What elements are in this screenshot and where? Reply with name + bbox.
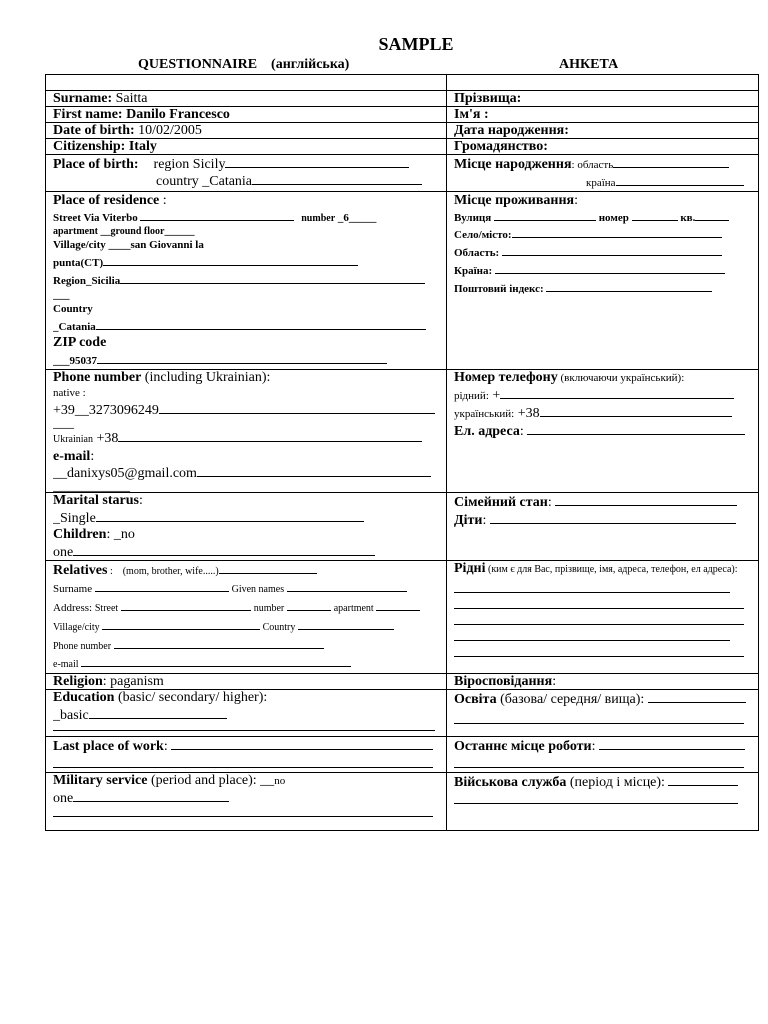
education-row: [46, 690, 759, 737]
dob-uk-label: Дата народження:: [454, 123, 569, 138]
pob-uk-label: Місце народження: [454, 157, 572, 172]
relatives-note: : (mom, brother, wife.....): [107, 566, 219, 577]
first-name-row: [46, 107, 759, 123]
work-uk-label: Останнє місце роботи: [454, 739, 592, 754]
military-uk-label: Військова служба: [454, 775, 567, 790]
residence-uk-city: Село/місто:: [454, 229, 512, 241]
relatives-uk-label: Рідні: [454, 561, 486, 576]
religion-label: Religion: [53, 674, 103, 689]
residence-country-value[interactable]: _Catania: [53, 321, 96, 333]
residence-country-label: Country: [53, 303, 93, 315]
email-value[interactable]: __danixys05@gmail.com: [53, 466, 197, 481]
citizenship-value[interactable]: Italy: [128, 139, 157, 154]
relatives-label: Relatives: [53, 563, 108, 578]
first-name-uk-cell: [447, 107, 759, 123]
blank-cell-left: [46, 75, 447, 91]
work-row: [46, 737, 759, 773]
religion-value[interactable]: : paganism: [102, 674, 164, 689]
residence-uk-street: Вулиця: [454, 212, 492, 224]
dob-cell: [46, 123, 447, 139]
education-cell: Education (basic/ secondary/ higher): _basic: [46, 690, 447, 737]
phone-ukrainian-value[interactable]: +38: [93, 431, 119, 446]
dob-row: [46, 123, 759, 139]
residence-cell: Place of residence : Street Via Viterbo number _6_____ apartment __ground floor______ Village/city ____san Giovanni la punta(CT) Region_Sicilia ___ Country _Catania ZIP code ___95037: [46, 192, 447, 370]
subtitle-english: QUESTIONNAIRE (англійська): [138, 57, 350, 72]
work-label: Last place of work: [53, 739, 164, 754]
residence-uk-zip: Поштовий індекс:: [454, 283, 544, 295]
religion-row: [46, 674, 759, 690]
place-of-birth-cell: [46, 155, 447, 192]
phone-uk-cell: Номер телефону (включаючи український): рідний: + український: +38 Ел. адреса:: [447, 370, 759, 493]
pob-uk-country: країна: [586, 177, 616, 189]
residence-zip-value[interactable]: ___95037: [53, 355, 97, 367]
citizenship-cell: [46, 139, 447, 155]
citizenship-uk-label: Громадянство:: [454, 139, 548, 154]
pob-country[interactable]: country _Catania: [156, 174, 253, 189]
residence-number-value[interactable]: _6_____: [335, 212, 377, 224]
dob-value[interactable]: 10/02/2005: [138, 123, 202, 138]
military-value[interactable]: no: [274, 775, 286, 787]
phone-row: [46, 370, 759, 493]
subtitle-ukrainian: АНКЕТА: [559, 57, 619, 72]
residence-zip-label: ZIP code: [53, 335, 107, 350]
education-value[interactable]: _basic: [53, 708, 89, 723]
residence-uk-country: Країна:: [454, 265, 493, 277]
email-cont: ___________: [53, 482, 130, 492]
residence-village-cont[interactable]: punta(CT): [53, 257, 104, 269]
residence-number-label: number: [301, 213, 336, 224]
children-value[interactable]: : _no: [106, 527, 135, 542]
surname-value[interactable]: Saitta: [115, 91, 148, 106]
surname-cell: [46, 91, 447, 107]
pob-uk-region: : область: [571, 159, 614, 171]
first-name-cell: [46, 107, 447, 123]
relatives-surname: Surname: [53, 583, 93, 595]
phone-native-label: native: [53, 387, 80, 399]
residence-uk-cell: Місце проживання: Вулиця номер кв. Село/місто: Область: Країна: Поштовий індекс:: [447, 192, 759, 370]
residence-uk-label: Місце проживання: [454, 193, 575, 208]
relatives-phone: Phone number: [53, 641, 112, 652]
residence-apartment[interactable]: apartment __ground floor______: [53, 226, 195, 237]
education-uk-label: Освіта: [454, 692, 497, 707]
residence-street[interactable]: Street Via Viterbo: [53, 212, 138, 224]
relatives-email: e-mail: [53, 659, 79, 670]
phone-cell: Phone number (including Ukrainian): native : +39__3273096249 ___ Ukrainian +38 e-mail: __danixys05@gmail.com ___________: [46, 370, 447, 493]
email-label: e-mail: [53, 449, 91, 464]
blank-row: [46, 75, 759, 91]
phone-ukrainian-label: Ukrainian: [53, 434, 93, 445]
marital-label: Marital starus: [53, 493, 139, 508]
relatives-uk-note: (ким є для Вас, прізвище, імя, адреса, телефон, ел адреса):: [485, 564, 738, 575]
relatives-row: [46, 561, 759, 674]
questionnaire-table: [45, 74, 759, 831]
surname-uk-cell: [447, 91, 759, 107]
marital-uk-cell: Сімейний стан: Діти:: [447, 493, 759, 561]
residence-label: Place of residence: [53, 193, 160, 208]
relatives-given-names: Given names: [231, 584, 285, 595]
marital-row: [46, 493, 759, 561]
surname-row: [46, 91, 759, 107]
religion-uk-cell: Віросповідання:: [447, 674, 759, 690]
residence-uk-number: номер: [598, 212, 629, 224]
residence-uk-apt: кв.: [680, 212, 696, 224]
phone-native-cont: ___: [53, 419, 74, 429]
children-label: Children: [53, 527, 107, 542]
pob-region[interactable]: region Sicily: [153, 157, 226, 172]
work-uk-cell: Останнє місце роботи:: [447, 737, 759, 773]
children-cont[interactable]: one: [53, 545, 74, 560]
education-label: Education: [53, 690, 115, 705]
residence-uk-region: Область:: [454, 247, 500, 259]
work-cell: Last place of work:: [46, 737, 447, 773]
relatives-address: Address:: [53, 602, 93, 614]
dob-label: Date of birth:: [53, 123, 135, 138]
residence-row: [46, 192, 759, 370]
email-uk-label: Ел. адреса: [454, 424, 520, 439]
citizenship-label: Citizenship:: [53, 139, 126, 154]
first-name-label: First name:: [53, 107, 123, 122]
military-value-cont[interactable]: one: [53, 791, 74, 806]
citizenship-uk-cell: [447, 139, 759, 155]
relatives-village: Village/city: [53, 622, 100, 633]
phone-uk-native: рідний:: [454, 390, 489, 402]
blank-cell-right: [447, 75, 759, 91]
phone-label: Phone number: [53, 370, 142, 385]
phone-uk-ukr: український:: [454, 408, 515, 420]
first-name-value[interactable]: Danilo Francesco: [126, 107, 230, 122]
dob-uk-cell: [447, 123, 759, 139]
citizenship-row: [46, 139, 759, 155]
first-name-uk-label: Ім'я :: [454, 107, 489, 122]
children-uk-label: Діти: [454, 513, 483, 528]
residence-region-cont: ___: [53, 289, 70, 301]
residence-village[interactable]: Village/city ____san Giovanni la: [53, 239, 204, 251]
surname-label: Surname:: [53, 91, 113, 106]
marital-cell: Marital starus: _Single Children: _no one: [46, 493, 447, 561]
surname-uk-label: Прізвища:: [454, 91, 522, 106]
phone-uk-label: Номер телефону: [454, 370, 558, 385]
military-uk-cell: Військова служба (період і місце):: [447, 773, 759, 831]
page-title: SAMPLE: [378, 34, 454, 54]
place-of-birth-row: [46, 155, 759, 192]
education-uk-cell: Освіта (базова/ середня/ вища):: [447, 690, 759, 737]
military-cell: Military service (period and place): __no one: [46, 773, 447, 831]
religion-uk-label: Віросповідання: [454, 674, 553, 689]
military-row: [46, 773, 759, 831]
pob-label: Place of birth:: [53, 157, 139, 172]
place-of-birth-uk-cell: [447, 155, 759, 192]
residence-region[interactable]: Region_Sicilia: [53, 275, 121, 287]
religion-cell: [46, 674, 447, 690]
marital-value[interactable]: _Single: [53, 511, 96, 526]
marital-uk-label: Сімейний стан: [454, 495, 548, 510]
military-label: Military service: [53, 773, 148, 788]
phone-native-value[interactable]: +39__3273096249: [53, 403, 159, 418]
relatives-cell: Relatives : (mom, brother, wife.....) Surname Given names Address: Street number apartment Village/city Country Phone number e-mail: [46, 561, 447, 674]
relatives-uk-cell: [447, 561, 759, 674]
